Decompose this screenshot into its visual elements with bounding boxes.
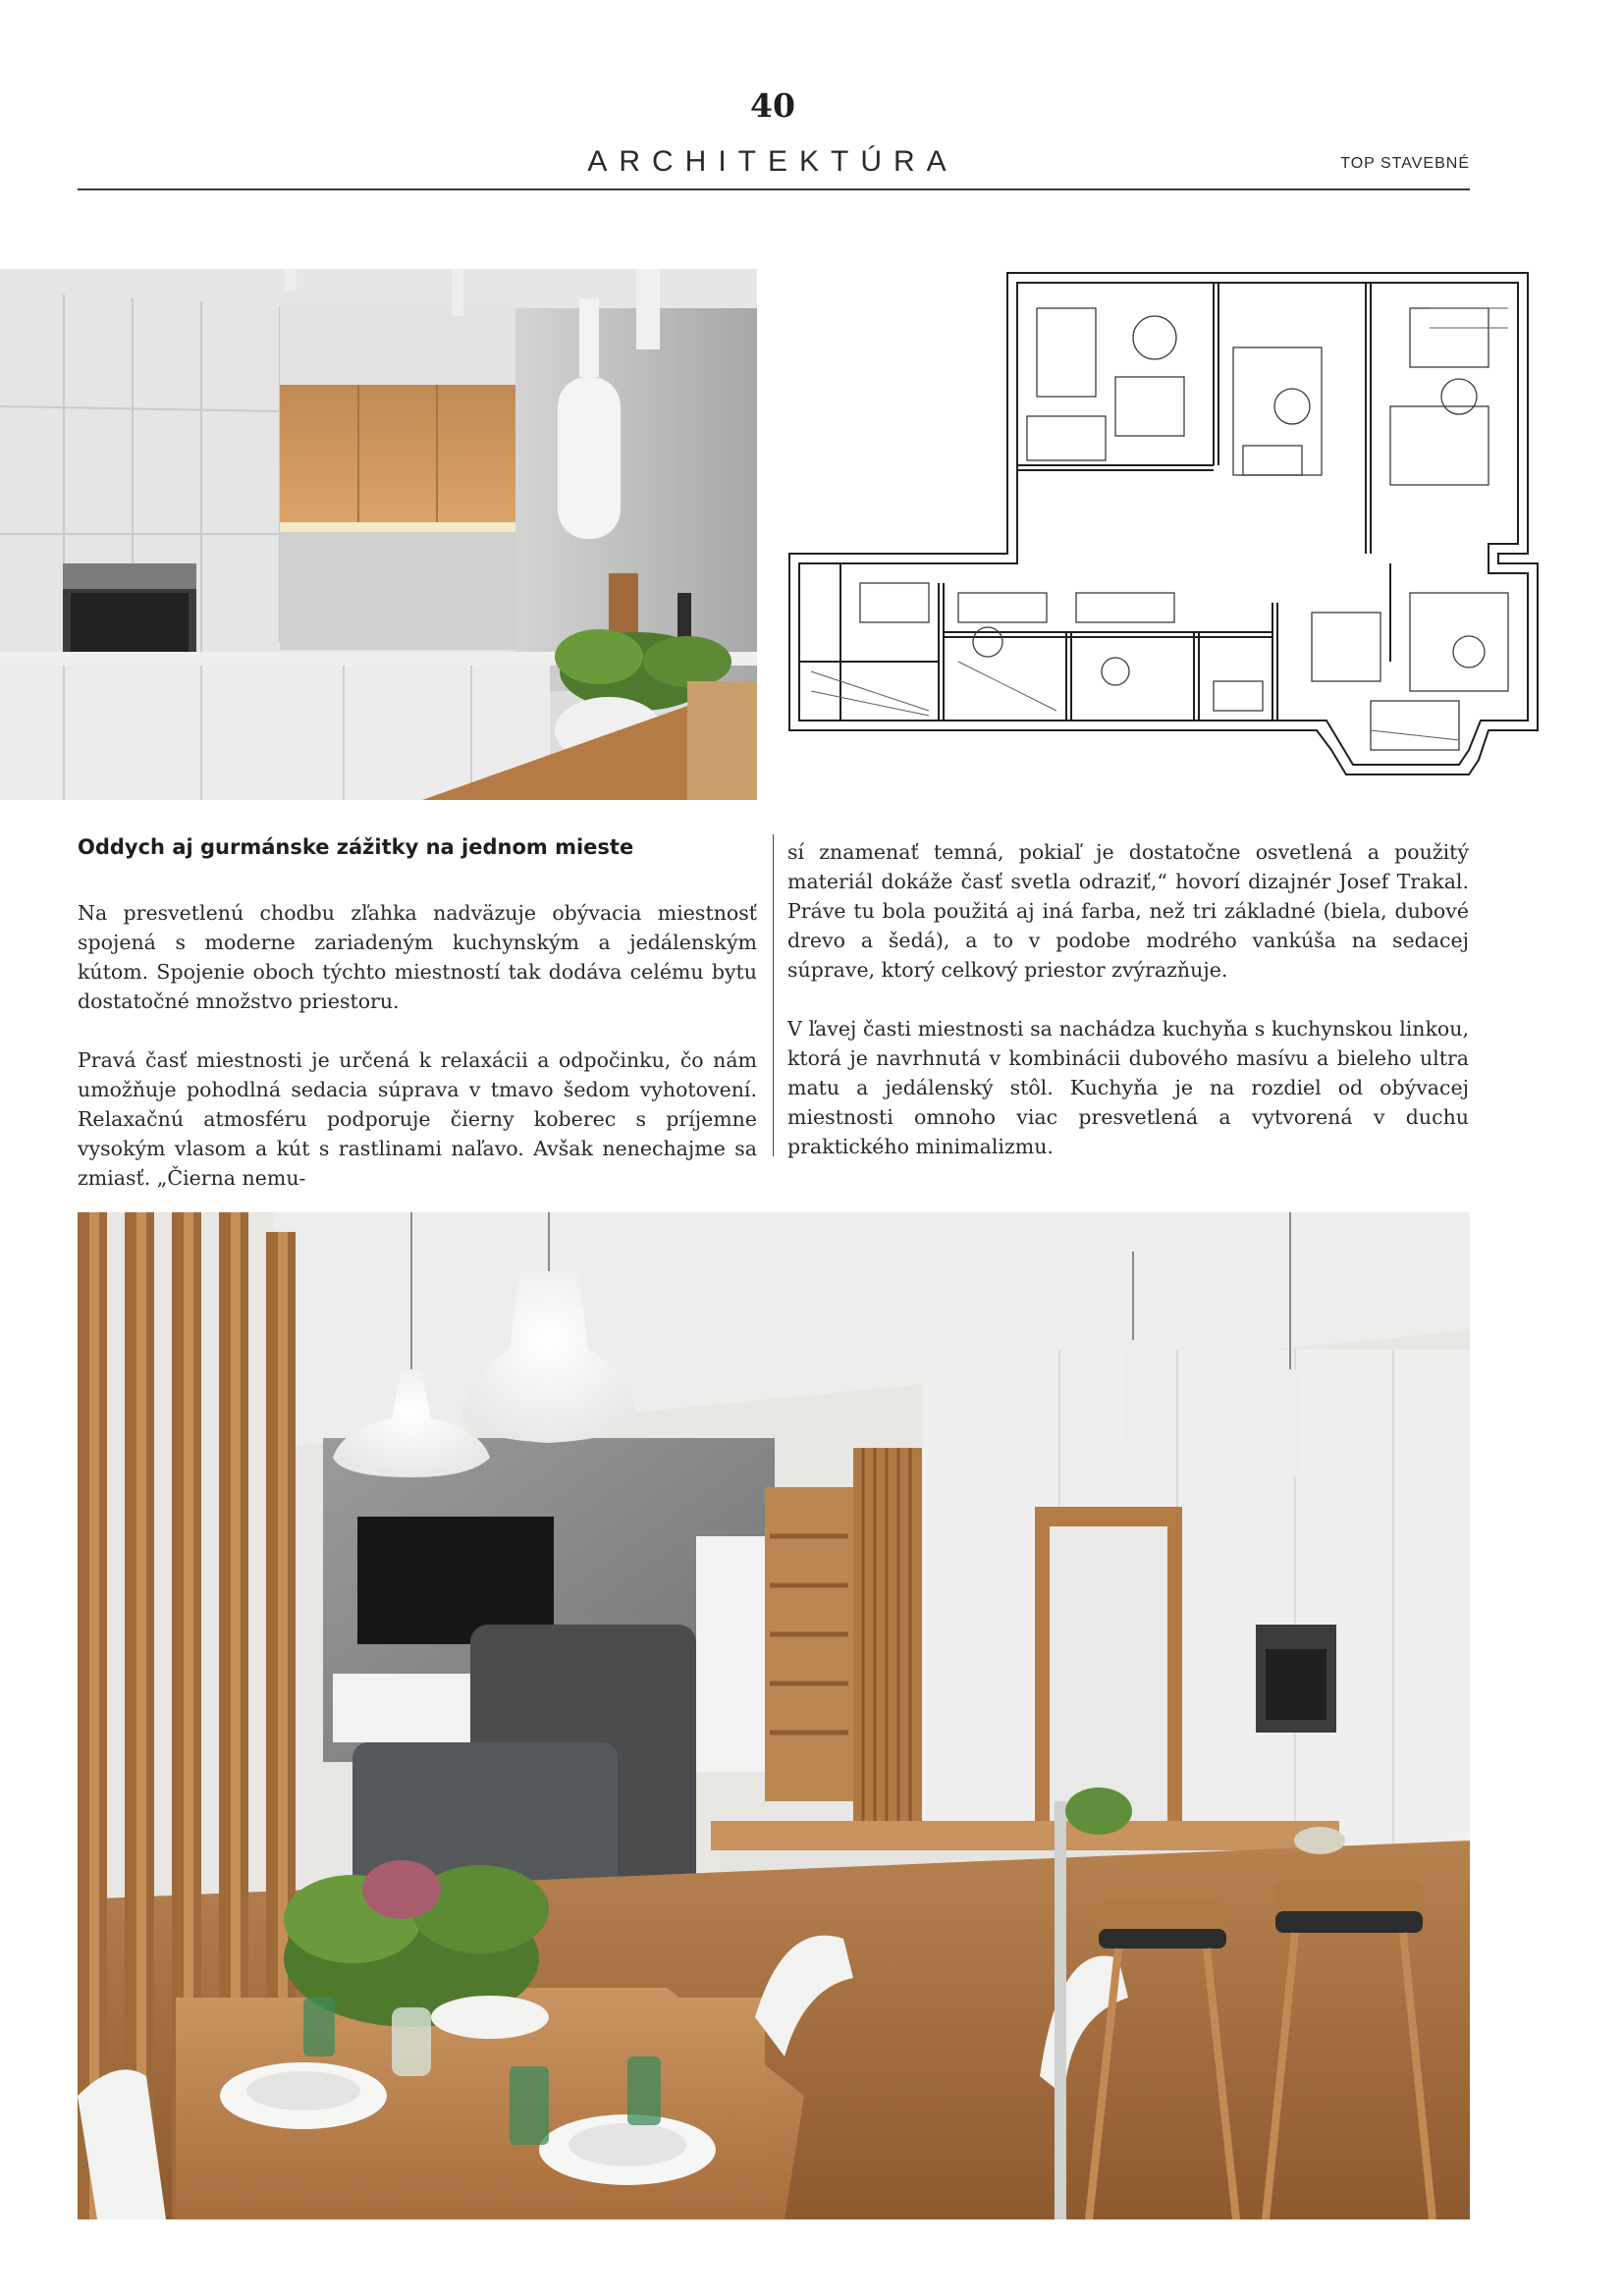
- paragraph: sí znamenať temná, pokiaľ je dostatočne osvetlená a použitý materiál dokáže časť svetla odraziť,“ hovorí dizajnér Josef Trakal. Práve tu bola použitá aj iná farba, než tri základné (biela, dubové drevo a šedá), a to v podobe modrého vankúša na sedacej súprave, ktorý celkový priestor zvýrazňuje.: [787, 840, 1469, 982]
- floor-plan-drawing: [782, 269, 1543, 779]
- dining-living-photo: [78, 1212, 1470, 2219]
- paragraph: Na presvetlenú chodbu zľahka nadväzuje obývacia miestnosť spojená s moderne zariadeným kuchynským a jedálenským kútom. Spojenie oboch týchto miestností tak dodáva celému bytu dostatočné množstvo priestoru.: [78, 901, 757, 1013]
- column-divider: [773, 834, 774, 1156]
- paragraph: V ľavej časti miestnosti sa nachádza kuchyňa s kuchynskou linkou, ktorá je navrhnutá v kombinácii dubového masívu a bieleho ultra matu a jedálenský stôl. Kuchyňa je na rozdiel od obývacej miestnosti omnoho viac presvetlená a vytvorená v duchu praktického minimalizmu.: [787, 1017, 1469, 1158]
- paragraph: Pravá časť miestnosti je určená k relaxácii a odpočinku, čo nám umožňuje pohodlná sedacia súprava v tmavo šedom vyhotovení. Relaxačnú atmosféru podporuje čierny koberec s príjemne vysokým vlasom a kút s rastlinami naľavo. Avšak nenechajme sa zmiasť. „Čierna nemu-: [78, 1048, 757, 1190]
- article-column-right: [787, 837, 1469, 1191]
- article-heading: Oddych aj gurmánske zážitky na jednom mieste: [78, 835, 634, 859]
- magazine-name: TOP STAVEBNÉ: [1340, 155, 1470, 172]
- section-title: ARCHITEKTÚRA: [587, 145, 958, 178]
- article-column-left: [78, 898, 757, 1222]
- header-rule: [78, 188, 1470, 190]
- kitchen-photo: [0, 269, 757, 800]
- page-number: 40: [750, 86, 795, 125]
